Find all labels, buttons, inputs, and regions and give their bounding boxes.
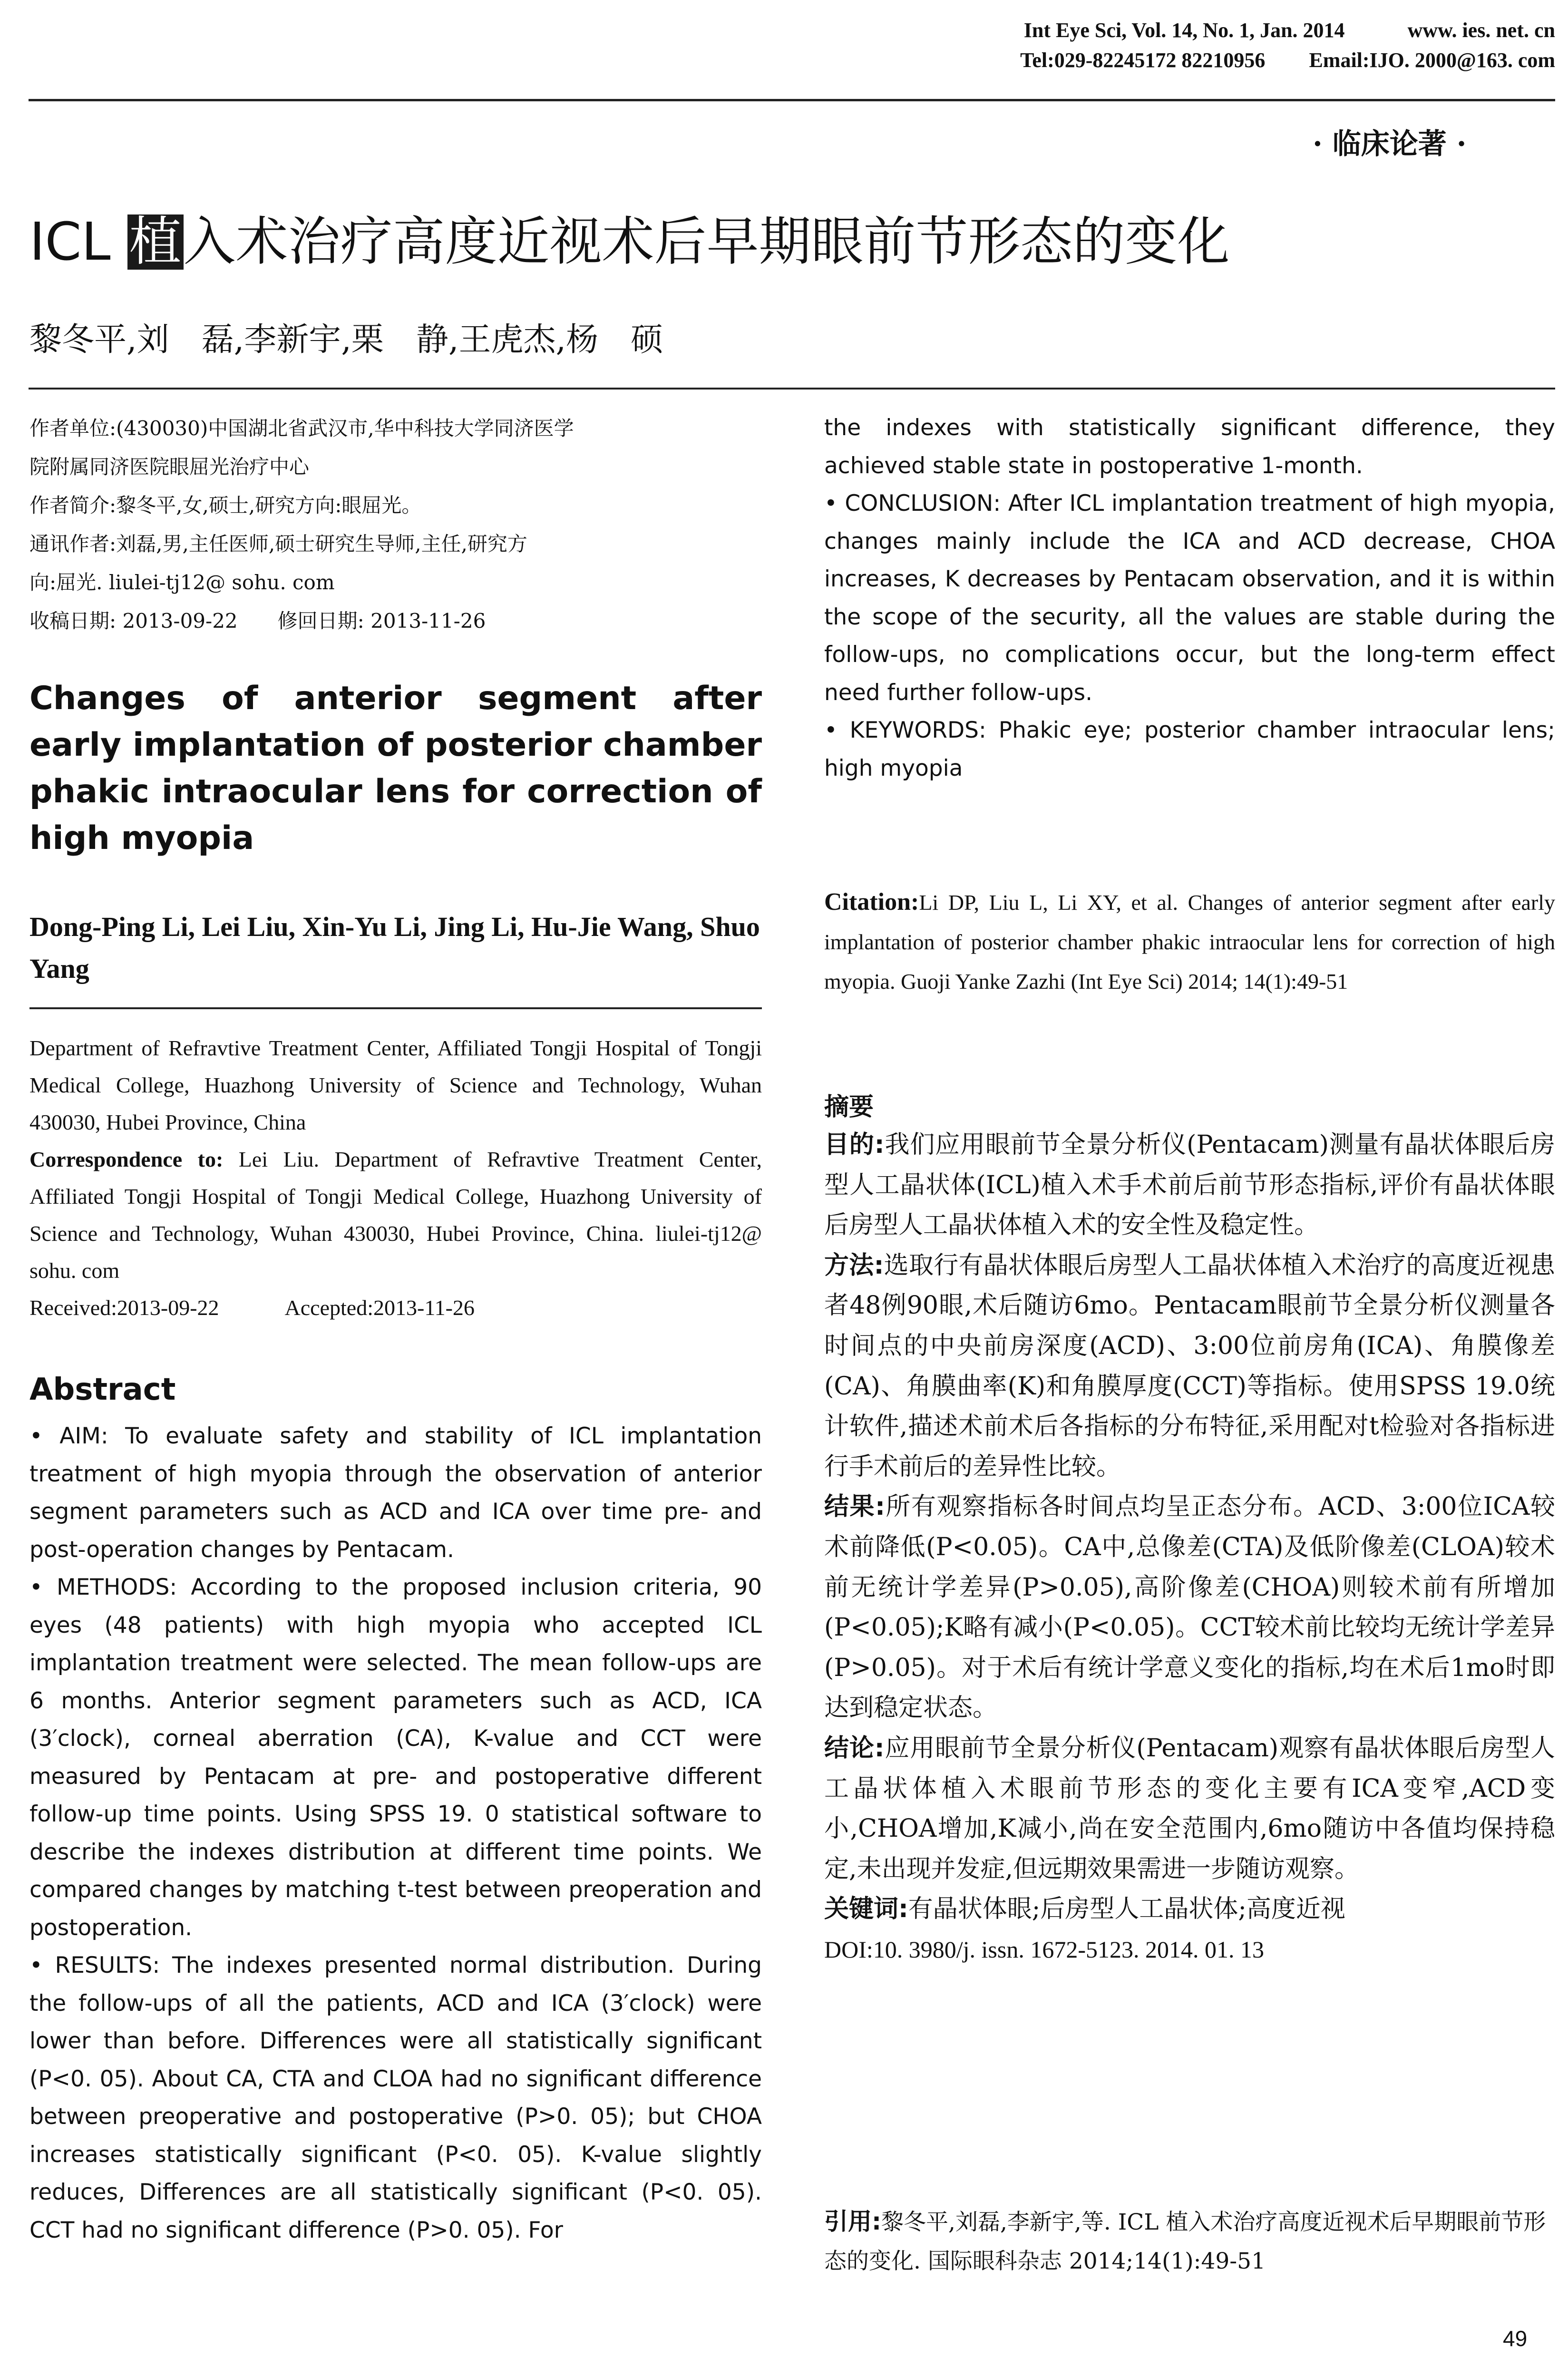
journal-header (761, 18, 1555, 72)
title-prefix: ICL (29, 211, 127, 272)
info-line-3: 作者简介:黎冬平,女,硕士,研究方向:眼屈光。 (29, 494, 422, 517)
affiliation-block (29, 1030, 762, 1326)
abstract-aim: • AIM: To evaluate safety and stability of ICL implantation treatment of high myopia through the observation of anterior segment parameters such as ACD and ICA over time pre- and post-operation changes by Pentacam. (29, 1423, 762, 1563)
citation-label: Citation: (824, 888, 919, 916)
conclusion-text: 应用眼前节全景分析仪(Pentacam)观察有晶状体眼后房型人工晶状体植入术眼前节形态的变化主要有ICA变窄,ACD变小,CHOA增加,K减小,尚在安全范围内,6mo随访中各值均保持稳定,未出现并发症,但远期效果需进一步随访观察。 (824, 1734, 1555, 1883)
citation-cn-label: 引用: (824, 2208, 881, 2235)
author-info-cn (29, 409, 762, 640)
info-line-4: 通讯作者:刘磊,男,主任医师,硕士研究生导师,主任,研究方 (29, 532, 527, 555)
title-highlighted-glyph: 植 (127, 214, 184, 270)
correspondence (29, 1141, 762, 1289)
abstract-cn (824, 1125, 1555, 1969)
abstract-results: • RESULTS: The indexes presented normal distribution. During the follow-ups of all the patients, ACD and ICA (3′clock) were lower than before. Differences were all statistically significant (P<0. 05). About CA, CTA and CLOA had no significant difference between preoperative and postoperative (P>0. 05); but CHOA increases statistically significant (P<0. 05). K-value slightly reduces, Differences are all statistically significant (P<0. 05). CCT had no significant difference (P>0. 05). For (29, 1952, 762, 2243)
title-rule (29, 388, 1555, 390)
abstract-keywords: • KEYWORDS: Phakic eye; posterior chamber intraocular lens; high myopia (824, 717, 1555, 781)
keywords-label: 关键词: (824, 1895, 908, 1924)
abstract-cn-keywords (824, 1889, 1555, 1929)
keywords-text: 有晶状体眼;后房型人工晶状体;高度近视 (908, 1895, 1345, 1924)
info-line-5: 向:屈光. liulei-tj12@ sohu. com (29, 571, 335, 594)
page-number: 49 (1503, 2326, 1528, 2351)
correspondence-text: Lei Liu. Department of Refravtive Treatment Center, Affiliated Tongji Hospital of Tongji Medical College, Huazhong University of Science and Technology, Wuhan 430030, Hubei Province, China. liulei-tj12@ sohu. com (29, 1147, 762, 1283)
authors-rule (29, 1007, 762, 1009)
methods-text: 选取行有晶状体眼后房型人工晶状体植入术治疗的高度近视患者48例90眼,术后随访6mo。Pentacam眼前节全景分析仪测量各时间点的中央前房深度(ACD)、3:00位前房角(ICA)、角膜像差(CA)、角膜曲率(K)和角膜厚度(CCT)等指标。使用SPSS 19.0统计软件,描述术前术后各指标的分布特征,采用配对t检验对各指标进行手术前后的差异性比较。 (824, 1251, 1555, 1481)
article-title-cn (29, 200, 1230, 275)
header-line-1 (761, 18, 1555, 42)
citation-text: Li DP, Liu L, Li XY, et al. Changes of anterior segment after early implantation of posterior chamber phakic intraocular lens for correction of high myopia. Guoji Yanke Zazhi (Int Eye Sci) 2014; 14(1):49-51 (824, 890, 1555, 994)
title-rest: 入术治疗高度近视术后早期眼前节形态的变化 (183, 211, 1230, 272)
info-line-1: 作者单位:(430030)中国湖北省武汉市,华中科技大学同济医学 (29, 417, 574, 440)
received-accepted-dates: Received:2013-09-22 Accepted:2013-11-26 (29, 1296, 475, 1320)
results-label: 结果: (824, 1492, 885, 1521)
abstract-conclusion: • CONCLUSION: After ICL implantation treatment of high myopia, changes mainly include the ICA and ACD decrease, CHOA increases, K decreases by Pentacam observation, and it is within the scope of the security, all the values are stable during the follow-ups, no complications occur, but the long-term effect need further follow-ups. (824, 490, 1555, 706)
results-text: 所有观察指标各时间点均呈正态分布。ACD、3:00位ICA较术前降低(P<0.05)。CA中,总像差(CTA)及低阶像差(CLOA)较术前无统计学差异(P>0.05),高阶像差(CHOA)则较术前有所增加(P<0.05);K略有减小(P<0.05)。CCT较术前比较均无统计学差异(P>0.05)。对于术后有统计学意义变化的指标,均在术后1mo时即达到稳定状态。 (824, 1492, 1556, 1723)
aim-label: 目的: (824, 1130, 885, 1159)
section-tag: · 临床论著 · (1313, 127, 1467, 161)
citation-en (824, 882, 1555, 1001)
aim-text: 我们应用眼前节全景分析仪(Pentacam)测量有晶状体眼后房型人工晶状体(ICL)植入术手术前后前节形态指标,评价有晶状体眼后房型人工晶状体植入术的安全性及稳定性。 (824, 1130, 1555, 1240)
abstract-cn-methods (824, 1246, 1555, 1487)
methods-label: 方法: (824, 1251, 884, 1280)
authors-cn: 黎冬平,刘 磊,李新宇,栗 静,王虎杰,杨 硕 (29, 321, 663, 359)
abstract-heading: Abstract (29, 1372, 176, 1407)
abstract-cn-aim (824, 1125, 1555, 1246)
doi: DOI:10. 3980/j. issn. 1672-5123. 2014. 01. 13 (824, 1936, 1264, 1963)
journal-issue: Int Eye Sci, Vol. 14, No. 1, Jan. 2014 (1023, 19, 1345, 42)
abstract-en-left (29, 1417, 762, 2249)
header-line-2 (761, 48, 1555, 72)
abstract-cn-conclusion (824, 1728, 1555, 1889)
info-line-6: 收稿日期: 2013-09-22 修回日期: 2013-11-26 (29, 609, 486, 633)
authors-en: Dong-Ping Li, Lei Liu, Xin-Yu Li, Jing Li, Hu-Jie Wang, Shuo Yang (29, 911, 760, 984)
info-line-2: 院附属同济医院眼屈光治疗中心 (29, 455, 310, 478)
abstract-methods: • METHODS: According to the proposed inclusion criteria, 90 eyes (48 patients) with high myopia who accepted ICL implantation treatment were selected. The mean follow-ups are 6 months. Anterior segment parameters such as ACD, ICA (3′clock), corneal aberration (CA), K-value and CCT were measured by Pentacam at pre- and postoperative different follow-up time points. Using SPSS 19. 0 statistical software to describe the indexes distribution at different time points. We compared changes by matching t-test between preoperation and postoperation. (29, 1574, 762, 1941)
journal-email: Email:IJO. 2000@163. com (1309, 49, 1555, 72)
abstract-en-right (824, 409, 1555, 787)
abstract-cn-heading: 摘要 (824, 1093, 874, 1121)
journal-tel: Tel:029-82245172 82210956 (1020, 49, 1266, 72)
citation-cn-text: 黎冬平,刘磊,李新宇,等. ICL 植入术治疗高度近视术后早期眼前节形态的变化. 国际眼科杂志 2014;14(1):49-51 (824, 2209, 1546, 2274)
header-rule (29, 99, 1555, 101)
article-title-en: Changes of anterior segment after early implantation of posterior chamber phakic intraocular lens for correction of high myopia (29, 680, 762, 857)
journal-website: www. ies. net. cn (1407, 19, 1555, 42)
affiliation-dept: Department of Refravtive Treatment Center, Affiliated Tongji Hospital of Tongji Medical College, Huazhong University of Science and Technology, Wuhan 430030, Hubei Province, China (29, 1036, 762, 1134)
conclusion-label: 结论: (824, 1734, 885, 1763)
abstract-results-continued: the indexes with statistically significant difference, they achieved stable state in postoperative 1-month. (824, 415, 1555, 479)
abstract-cn-results (824, 1487, 1555, 1728)
correspondence-label: Correspondence to: (29, 1147, 224, 1171)
citation-cn (824, 2202, 1555, 2281)
